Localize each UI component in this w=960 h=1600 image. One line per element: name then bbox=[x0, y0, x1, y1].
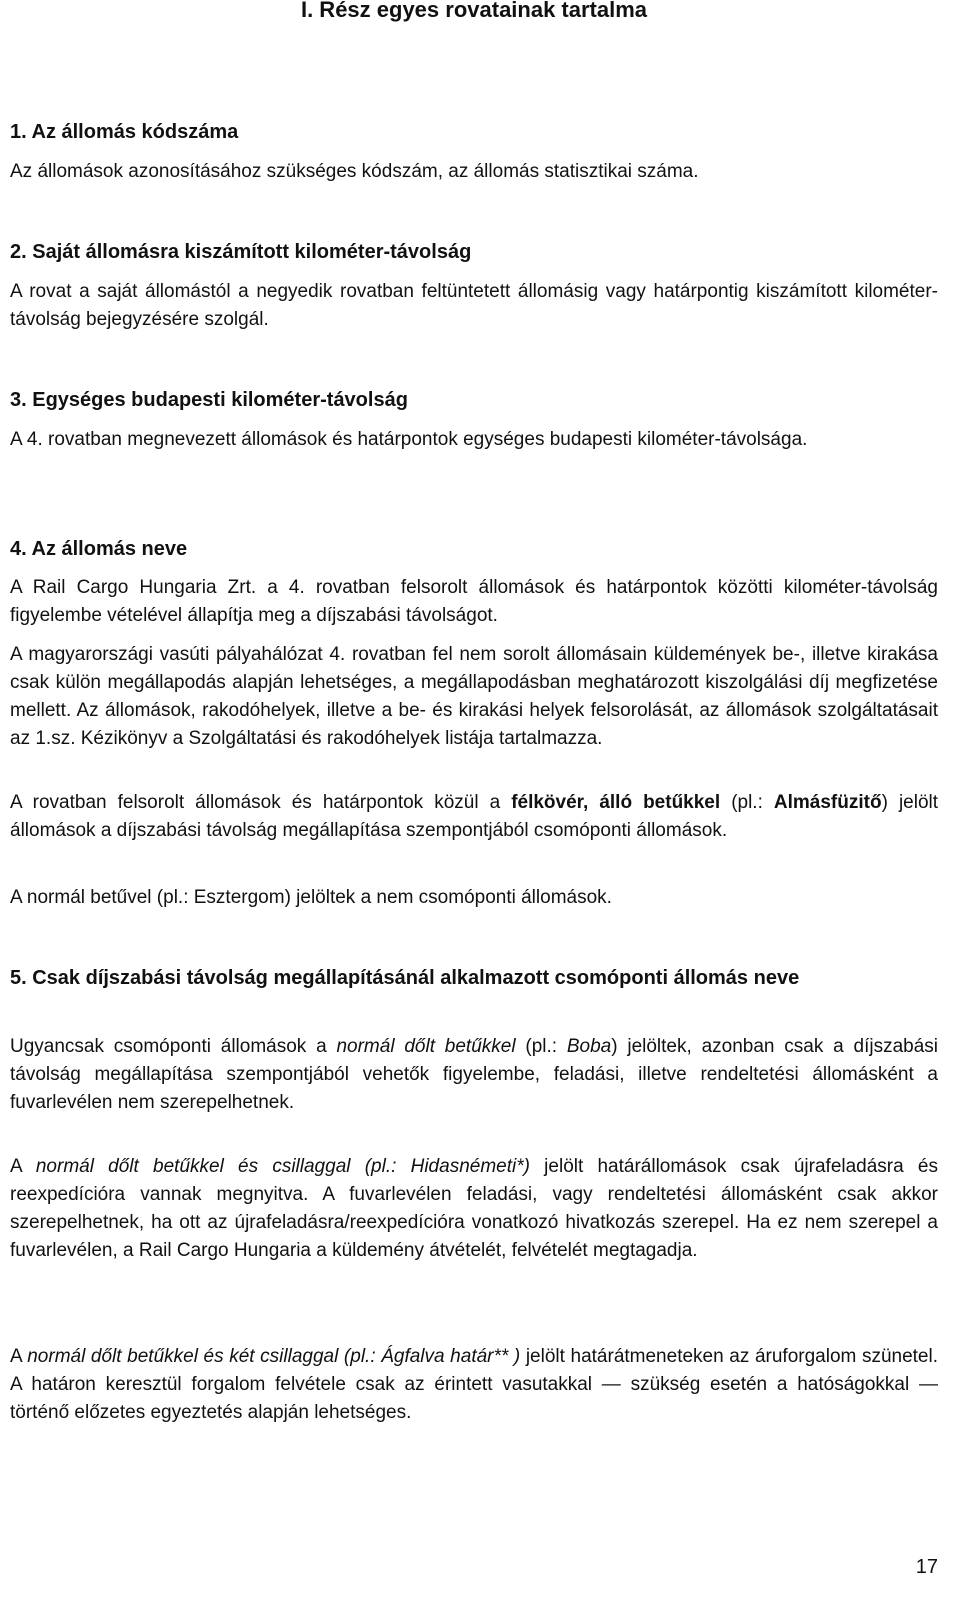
italic-text-run: Boba bbox=[566, 1036, 612, 1057]
page-number: 17 bbox=[915, 1556, 938, 1578]
text-run: ) jelöltek, azonban csak a díjszabási távolság megállapítása szempontjából vehetők figyelembe, feladási, illetve rendeltetési állomásként a fuvarlevélen nem szerepelhetnek. bbox=[10, 1036, 938, 1113]
italic-text-run: normál dőlt betűkkel és két csillaggal (pl.: Ágfalva határ** ) bbox=[27, 1346, 521, 1367]
bold-text-run: félkövér, álló betűkkel bbox=[511, 792, 721, 813]
text-run: jelölt határátmeneteken az áruforgalom szünetel. A határon keresztül forgalom felvétele csak az érintett vasutakkal — szükség esetén a hatóságokkal — történő előzetes egyeztetés alapján lehetséges. bbox=[10, 1346, 938, 1423]
text-run: Ugyancsak csomóponti állomások a bbox=[10, 1036, 337, 1057]
section-2-text: A rovat a saját állomástól a negyedik rovatban feltüntetett állomásig vagy határpontig kiszámított kilométer-távolság bejegyzésére szolgál. bbox=[10, 281, 938, 330]
text-run: ) jelölt állomások a díjszabási távolság megállapítása szempontjából csomóponti állomások. bbox=[10, 792, 939, 841]
section-2-heading: 2. Saját állomásra kiszámított kilométer-távolság bbox=[10, 241, 472, 263]
text-run: A bbox=[10, 1156, 36, 1177]
section-4-paragraph-2: A magyarországi vasúti pályahálózat 4. rovatban fel nem sorolt állomásain küldemények be-, illetve kirakása csak külön megállapodás alapján lehetséges, a megállapodásban meghatározott kiszolgálási díj megfizetése mellett. Az állomások, rakodóhelyek, illetve a be- és kirakási helyek felsorolását, az állomások szolgáltatásait az 1.sz. Kézikönyv a Szolgáltatási és rakodóhelyek listája tartalmazza. bbox=[10, 644, 938, 749]
section-5-paragraph-3 bbox=[10, 1343, 938, 1427]
text-run: (pl.: bbox=[515, 1036, 567, 1057]
section-1-heading: 1. Az állomás kódszáma bbox=[10, 121, 239, 143]
page-title: I. Rész egyes rovatainak tartalma bbox=[300, 0, 648, 22]
text-run: A rovatban felsorolt állomások és határpontok közül a bbox=[10, 792, 512, 813]
section-4-paragraph-4: A normál betűvel (pl.: Esztergom) jelöltek a nem csomóponti állomások. bbox=[10, 887, 612, 908]
section-4-paragraph-1: A Rail Cargo Hungaria Zrt. a 4. rovatban felsorolt állomások és határpontok közötti kilométer-távolság figyelembe vételével állapítja meg a díjszabási távolságot. bbox=[10, 577, 938, 626]
section-5-paragraph-2 bbox=[10, 1153, 938, 1265]
italic-text-run: normál dőlt betűkkel és csillaggal (pl.: Hidasnémeti*) bbox=[35, 1156, 530, 1177]
italic-text-run: normál dőlt betűkkel bbox=[336, 1036, 516, 1057]
text-run: (pl.: bbox=[720, 792, 774, 813]
section-5-paragraph-1 bbox=[10, 1033, 938, 1117]
section-4-heading: 4. Az állomás neve bbox=[10, 538, 188, 560]
section-5-heading: 5. Csak díjszabási távolság megállapításánál alkalmazott csomóponti állomás neve bbox=[10, 967, 800, 989]
bold-text-run: Almásfüzitő bbox=[773, 792, 882, 813]
section-3-heading: 3. Egységes budapesti kilométer-távolság bbox=[10, 389, 408, 411]
text-run: jelölt határállomások csak újrafeladásra és reexpedícióra vannak megnyitva. A fuvarlevélen feladási, vagy rendeltetési állomásként csak akkor szerepelhetnek, ha ott az újrafeladásra/reexpedícióra vonatkozó hivatkozás szerepel. Ha ez nem szerepel a fuvarlevélen, a Rail Cargo Hungaria a küldemény átvételét, felvételét megtagadja. bbox=[10, 1156, 939, 1261]
text-run: A bbox=[10, 1346, 28, 1367]
section-3-text: A 4. rovatban megnevezett állomások és határpontok egységes budapesti kilométer-távolsága. bbox=[10, 429, 808, 450]
section-4-paragraph-3 bbox=[10, 789, 938, 845]
section-1-text: Az állomások azonosításához szükséges kódszám, az állomás statisztikai száma. bbox=[10, 161, 699, 182]
